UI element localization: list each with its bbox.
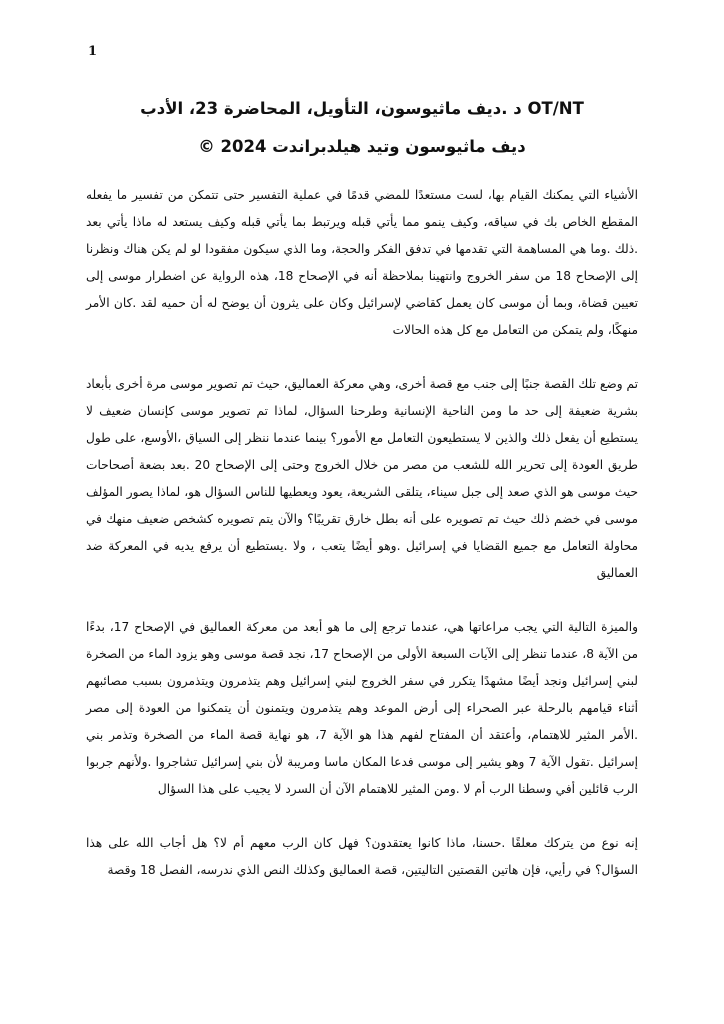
- document-body: [86, 182, 638, 884]
- document-copyright: ديف ماثيوسون وتيد هيلدبراندت 2024 ©: [198, 137, 526, 156]
- page-number: 1: [88, 44, 98, 59]
- document-header: [60, 90, 664, 166]
- paragraph-2: تم وضع تلك القصة جنبًا إلى جنب مع قصة أخرى، وهي معركة العماليق، حيث تم تصوير موسى مرة أخرى بأبعاد بشرية ضعيفة إلى حد ما ومن الناحية الإنسانية وطرحنا السؤال، لماذا تم تصوير موسى كإنسان ضعيف لا يستطيع أن يفعل ذلك والذين لا يستطيعون التعامل مع الأمور؟ بينما عندما ننظر إلى السياق ،الأوسع، على طول طريق العودة إلى تحرير الله للشعب من مصر من خلال الخروج وحتى إلى الإصحاح 20 .بعد بضعة أصحاحات حيث موسى هو الذي صعد إلى جبل سيناء، يتلقى الشريعة، يعود ويعطيها للناس السؤال هو، لماذا يصور المؤلف موسى في خضم ذلك حيث تم تصويره على أنه بطل خارق تقريبًا؟ والآن يتم تصويره كشخص ضعيف منهك في محاولة التعامل مع جميع القضايا في إسرائيل .وهو أيضًا يتعب ، ولا .يستطيع أن يرفع يديه في المعركة ضد العماليق: [86, 377, 638, 580]
- paragraph-1: الأشياء التي يمكنك القيام بها، لست مستعدًا للمضي قدمًا في عملية التفسير حتى تتمكن من تفسير ما يفعله المقطع الخاص بك في سياقه، وكيف ينمو مما يأتي قبله ويرتبط بما يأتي قبله وكيف يستعد له ماذا يأتي بعد .ذلك .وما هي المساهمة التي تقدمها في تدفق الفكر والحجة، وما الذي سيكون مفقودا لو لم يكن هناك ونظرنا إلى الإصحاح 18 من سفر الخروج وانتهينا بملاحظة أنه في الإصحاح 18، هذه الرواية عن اضطرار موسى إلى تعيين قضاة، وبما أن موسى كان يعمل كقاضي لإسرائيل وكان على يثرون أن يوضح له أن حميه لقد .كان الأمر منهكًا، ولم يتمكن من التعامل مع كل هذه الحالات: [86, 188, 639, 337]
- paragraph-3: والميزة التالية التي يجب مراعاتها هي، عندما ترجع إلى ما هو أبعد من معركة العماليق في الإصحاح 17، بدءًا من الآية 8، عندما تنظر إلى الآيات السبعة الأولى من الإصحاح 17، نجد قصة موسى وهو يزود الماء من الصخرة لبني إسرائيل ونجد أيضًا مشهدًا يتكرر في سفر الخروج لبني إسرائيل وهم يتذمرون ويتذمرون بسبب مصائبهم أثناء قيامهم بالرحلة عبر الصحراء إلى أرض الموعد وهم يتذمرون ويتمنون أن يتمكنوا من العودة إلى مصر .الأمر المثير للاهتمام، وأعتقد أن المفتاح لفهم هذا هو الآية 7، هو نهاية قصة الماء من الصخرة وتذمر بني إسرائيل .تقول الآية 7 وهو يشير إلى موسى فدعا المكان ماسا ومريبة لأن بني إسرائيل تشاجروا .ولأنهم جربوا الرب قائلين أفي وسطنا الرب أم لا .ومن المثير للاهتمام الآن أن السرد لا يجيب على هذا السؤال: [86, 620, 638, 796]
- document-title: OT/NT د .ديف ماثيوسون، التأويل، المحاضرة 23، الأدب: [140, 99, 584, 118]
- paragraph-4: إنه نوع من يتركك معلقًا .حسنا، ماذا كانوا يعتقدون؟ فهل كان الرب معهم أم لا؟ هل أجاب الله على هذا السؤال؟ في رأيي، فإن هاتين القصتين التاليتين، قصة العماليق وكذلك النص الذي ندرسه، الفصل 18 وقصة: [86, 836, 638, 877]
